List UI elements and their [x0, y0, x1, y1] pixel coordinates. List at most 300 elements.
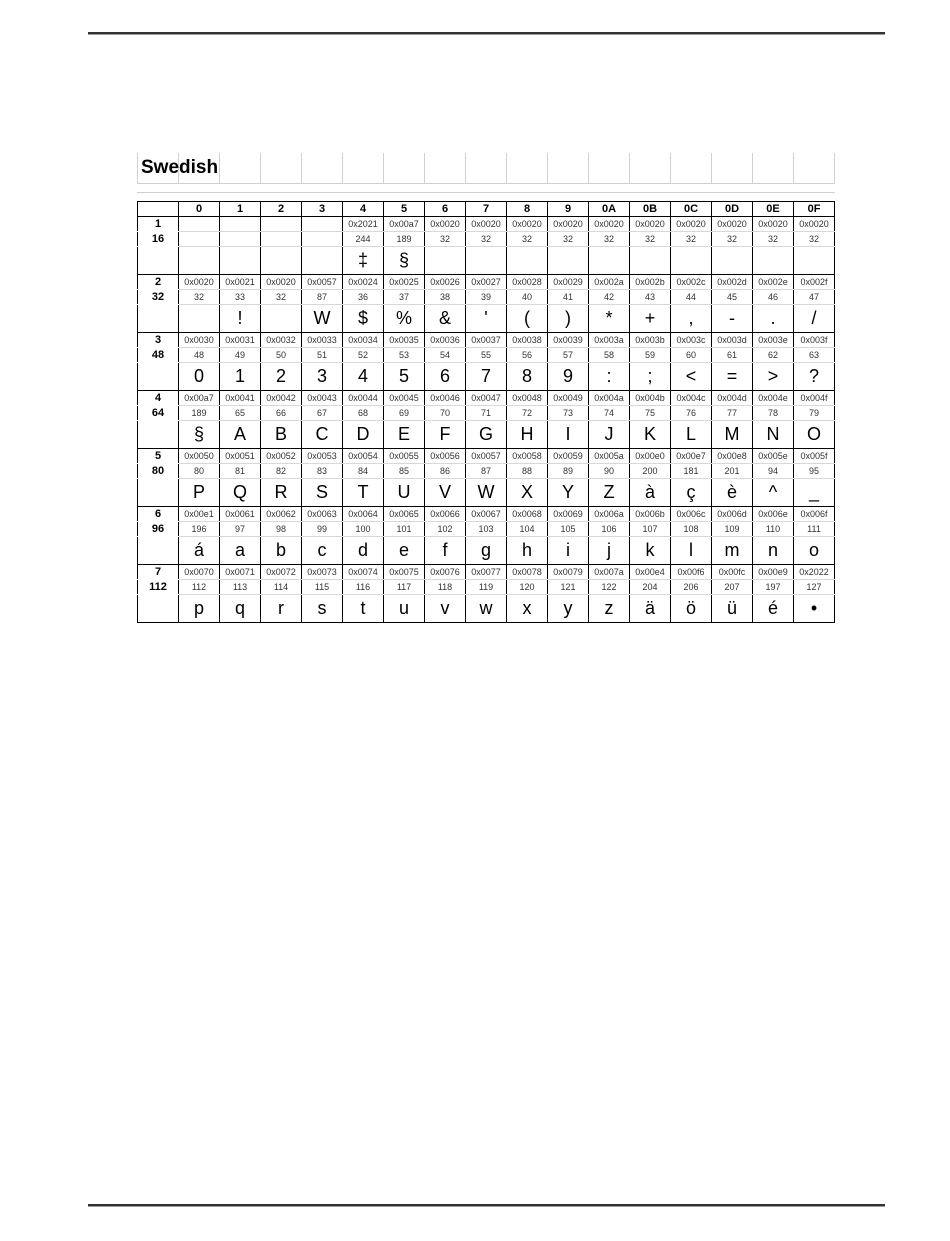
glyph-cell: ö: [671, 595, 712, 623]
hex-code-cell: 0x0079: [548, 565, 589, 580]
decimal-code-cell: 65: [220, 406, 261, 421]
hex-code-cell: 0x0048: [507, 391, 548, 406]
hex-code-cell: 0x0021: [220, 275, 261, 290]
hex-code-cell: 0x0020: [466, 217, 507, 232]
row-spacer: [138, 305, 179, 333]
hex-code-cell: 0x002e: [753, 275, 794, 290]
hex-code-cell: 0x004b: [630, 391, 671, 406]
glyph-cell: Y: [548, 479, 589, 507]
hex-code-cell: 0x0028: [507, 275, 548, 290]
hex-code-cell: 0x00e9: [753, 565, 794, 580]
hex-code-cell: 0x0030: [179, 333, 220, 348]
glyph-cell: i: [548, 537, 589, 565]
row-spacer: [138, 247, 179, 275]
glyph-cell: [179, 247, 220, 275]
hex-code-cell: 0x00e1: [179, 507, 220, 522]
decimal-code-cell: 32: [753, 232, 794, 247]
hex-code-cell: 0x0026: [425, 275, 466, 290]
glyph-cell: k: [630, 537, 671, 565]
hex-code-cell: 0x003a: [589, 333, 630, 348]
glyph-cell: [466, 247, 507, 275]
decimal-code-cell: 32: [179, 290, 220, 305]
hex-code-cell: 0x0039: [548, 333, 589, 348]
glyph-cell: O: [794, 421, 835, 449]
hex-code-cell: 0x0076: [425, 565, 466, 580]
hex-code-cell: 0x0059: [548, 449, 589, 464]
decimal-code-cell: 41: [548, 290, 589, 305]
glyph-cell: r: [261, 595, 302, 623]
decimal-code-row: [138, 464, 835, 479]
row-offset: 32: [138, 290, 179, 305]
glyph-cell: [548, 247, 589, 275]
hex-code-cell: 0x0058: [507, 449, 548, 464]
column-header: 4: [343, 202, 384, 217]
decimal-code-cell: 42: [589, 290, 630, 305]
decimal-code-cell: 106: [589, 522, 630, 537]
decimal-code-cell: 78: [753, 406, 794, 421]
hex-code-row: [138, 391, 835, 406]
hex-code-cell: 0x0055: [384, 449, 425, 464]
glyph-cell: C: [302, 421, 343, 449]
decimal-code-cell: [179, 232, 220, 247]
glyph-cell: W: [302, 305, 343, 333]
row-label: 3: [138, 333, 179, 348]
decimal-code-cell: 119: [466, 580, 507, 595]
glyph-cell: s: [302, 595, 343, 623]
glyph-cell: E: [384, 421, 425, 449]
column-header: 6: [425, 202, 466, 217]
hex-code-cell: 0x0027: [466, 275, 507, 290]
glyph-cell: B: [261, 421, 302, 449]
decimal-code-cell: 85: [384, 464, 425, 479]
hex-code-cell: 0x0020: [261, 275, 302, 290]
glyph-cell: ä: [630, 595, 671, 623]
decimal-code-cell: 37: [384, 290, 425, 305]
character-table: [137, 201, 835, 623]
blank-row: [137, 183, 835, 192]
decimal-code-cell: 90: [589, 464, 630, 479]
glyph-cell: 1: [220, 363, 261, 391]
glyph-row: [138, 363, 835, 391]
row-spacer: [138, 363, 179, 391]
column-header: 9: [548, 202, 589, 217]
glyph-cell: x: [507, 595, 548, 623]
glyph-cell: &: [425, 305, 466, 333]
glyph-cell: ,: [671, 305, 712, 333]
hex-code-cell: 0x00e8: [712, 449, 753, 464]
glyph-cell: [671, 247, 712, 275]
hex-code-cell: 0x2022: [794, 565, 835, 580]
glyph-cell: I: [548, 421, 589, 449]
decimal-code-cell: 32: [507, 232, 548, 247]
decimal-code-cell: 71: [466, 406, 507, 421]
decimal-code-cell: 73: [548, 406, 589, 421]
hex-code-cell: 0x0049: [548, 391, 589, 406]
decimal-code-cell: 68: [343, 406, 384, 421]
decimal-code-cell: 86: [425, 464, 466, 479]
decimal-code-cell: 109: [712, 522, 753, 537]
decimal-code-cell: 88: [507, 464, 548, 479]
hex-code-cell: 0x005a: [589, 449, 630, 464]
glyph-row: [138, 595, 835, 623]
column-header: 0: [179, 202, 220, 217]
decimal-code-cell: 63: [794, 348, 835, 363]
decimal-code-cell: 189: [384, 232, 425, 247]
glyph-cell: _: [794, 479, 835, 507]
hex-code-cell: 0x004e: [753, 391, 794, 406]
hex-code-cell: 0x003d: [712, 333, 753, 348]
hex-code-cell: 0x00e0: [630, 449, 671, 464]
glyph-cell: ': [466, 305, 507, 333]
hex-code-cell: 0x0052: [261, 449, 302, 464]
hex-code-cell: [179, 217, 220, 232]
decimal-code-cell: 40: [507, 290, 548, 305]
glyph-cell: ;: [630, 363, 671, 391]
hex-code-cell: 0x0020: [179, 275, 220, 290]
column-header-row: [138, 202, 835, 217]
decimal-code-cell: 196: [179, 522, 220, 537]
glyph-cell: u: [384, 595, 425, 623]
hex-code-cell: 0x0044: [343, 391, 384, 406]
decimal-code-cell: 107: [630, 522, 671, 537]
hex-code-cell: 0x00a7: [384, 217, 425, 232]
decimal-code-cell: 32: [671, 232, 712, 247]
glyph-cell: (: [507, 305, 548, 333]
hex-code-cell: 0x002a: [589, 275, 630, 290]
glyph-cell: ü: [712, 595, 753, 623]
glyph-cell: G: [466, 421, 507, 449]
glyph-cell: 5: [384, 363, 425, 391]
glyph-cell: §: [179, 421, 220, 449]
glyph-cell: [753, 247, 794, 275]
decimal-code-cell: 98: [261, 522, 302, 537]
decimal-code-cell: 127: [794, 580, 835, 595]
glyph-cell: J: [589, 421, 630, 449]
decimal-code-cell: 62: [753, 348, 794, 363]
decimal-code-cell: 32: [794, 232, 835, 247]
column-header: 0D: [712, 202, 753, 217]
glyph-cell: X: [507, 479, 548, 507]
hex-code-row: [138, 275, 835, 290]
glyph-cell: [425, 247, 466, 275]
row-spacer: [138, 479, 179, 507]
hex-code-cell: 0x0075: [384, 565, 425, 580]
hex-code-cell: 0x0025: [384, 275, 425, 290]
hex-code-cell: 0x0063: [302, 507, 343, 522]
hex-code-cell: 0x0066: [425, 507, 466, 522]
decimal-code-cell: 87: [302, 290, 343, 305]
hex-code-cell: 0x0038: [507, 333, 548, 348]
decimal-code-cell: 101: [384, 522, 425, 537]
decimal-code-cell: 108: [671, 522, 712, 537]
decimal-code-cell: 61: [712, 348, 753, 363]
hex-code-cell: 0x0036: [425, 333, 466, 348]
hex-code-cell: 0x0065: [384, 507, 425, 522]
hex-code-cell: 0x0029: [548, 275, 589, 290]
hex-code-cell: 0x0069: [548, 507, 589, 522]
decimal-code-cell: 49: [220, 348, 261, 363]
hex-code-cell: 0x0062: [261, 507, 302, 522]
decimal-code-cell: 114: [261, 580, 302, 595]
hex-code-cell: 0x0074: [343, 565, 384, 580]
hex-code-row: [138, 217, 835, 232]
decimal-code-cell: 32: [261, 290, 302, 305]
decimal-code-cell: 39: [466, 290, 507, 305]
glyph-row: [138, 421, 835, 449]
column-header: 5: [384, 202, 425, 217]
glyph-cell: .: [753, 305, 794, 333]
decimal-code-cell: 87: [466, 464, 507, 479]
glyph-cell: Q: [220, 479, 261, 507]
glyph-cell: m: [712, 537, 753, 565]
hex-code-cell: 0x003b: [630, 333, 671, 348]
decimal-code-cell: 32: [548, 232, 589, 247]
hex-code-cell: 0x004a: [589, 391, 630, 406]
hex-code-cell: 0x0041: [220, 391, 261, 406]
blank-row: [137, 192, 835, 201]
decimal-code-cell: 99: [302, 522, 343, 537]
glyph-cell: F: [425, 421, 466, 449]
hex-code-cell: 0x0034: [343, 333, 384, 348]
hex-code-cell: 0x005f: [794, 449, 835, 464]
footer-rule: [88, 1204, 885, 1207]
glyph-cell: 6: [425, 363, 466, 391]
decimal-code-cell: 117: [384, 580, 425, 595]
decimal-code-cell: 54: [425, 348, 466, 363]
hex-code-cell: 0x00a7: [179, 391, 220, 406]
decimal-code-cell: 58: [589, 348, 630, 363]
glyph-cell: M: [712, 421, 753, 449]
decimal-code-cell: 97: [220, 522, 261, 537]
hex-code-cell: 0x00e4: [630, 565, 671, 580]
hex-code-cell: 0x004f: [794, 391, 835, 406]
glyph-cell: 7: [466, 363, 507, 391]
glyph-cell: a: [220, 537, 261, 565]
hex-code-cell: 0x0043: [302, 391, 343, 406]
hex-code-cell: 0x006b: [630, 507, 671, 522]
decimal-code-cell: 82: [261, 464, 302, 479]
decimal-code-row: [138, 522, 835, 537]
glyph-cell: [261, 247, 302, 275]
hex-code-cell: 0x0061: [220, 507, 261, 522]
hex-code-cell: 0x004c: [671, 391, 712, 406]
decimal-code-cell: 111: [794, 522, 835, 537]
glyph-row: [138, 479, 835, 507]
decimal-code-cell: 46: [753, 290, 794, 305]
glyph-cell: S: [302, 479, 343, 507]
glyph-cell: %: [384, 305, 425, 333]
hex-code-cell: 0x002c: [671, 275, 712, 290]
decimal-code-cell: 105: [548, 522, 589, 537]
corner-cell: [138, 202, 179, 217]
decimal-code-cell: 102: [425, 522, 466, 537]
hex-code-cell: 0x0020: [630, 217, 671, 232]
glyph-cell: t: [343, 595, 384, 623]
decimal-code-cell: 77: [712, 406, 753, 421]
hex-code-cell: 0x00f6: [671, 565, 712, 580]
glyph-cell: *: [589, 305, 630, 333]
decimal-code-cell: 50: [261, 348, 302, 363]
decimal-code-cell: 121: [548, 580, 589, 595]
glyph-cell: 3: [302, 363, 343, 391]
decimal-code-cell: 104: [507, 522, 548, 537]
decimal-code-cell: 32: [425, 232, 466, 247]
decimal-code-cell: 32: [630, 232, 671, 247]
hex-code-cell: 0x005e: [753, 449, 794, 464]
glyph-cell: =: [712, 363, 753, 391]
decimal-code-row: [138, 232, 835, 247]
header-rule: [88, 32, 885, 35]
column-header: 0C: [671, 202, 712, 217]
glyph-cell: [589, 247, 630, 275]
glyph-cell: j: [589, 537, 630, 565]
glyph-cell: >: [753, 363, 794, 391]
glyph-cell: 4: [343, 363, 384, 391]
decimal-code-cell: 38: [425, 290, 466, 305]
decimal-code-cell: [261, 232, 302, 247]
decimal-code-cell: 53: [384, 348, 425, 363]
glyph-cell: 2: [261, 363, 302, 391]
glyph-cell: f: [425, 537, 466, 565]
column-header: 8: [507, 202, 548, 217]
hex-code-cell: 0x0037: [466, 333, 507, 348]
glyph-cell: +: [630, 305, 671, 333]
glyph-cell: H: [507, 421, 548, 449]
decimal-code-cell: 103: [466, 522, 507, 537]
decimal-code-cell: 204: [630, 580, 671, 595]
decimal-code-cell: 69: [384, 406, 425, 421]
decimal-code-cell: 55: [466, 348, 507, 363]
glyph-row: [138, 305, 835, 333]
hex-code-cell: 0x0020: [507, 217, 548, 232]
glyph-cell: è: [712, 479, 753, 507]
glyph-cell: 8: [507, 363, 548, 391]
decimal-code-cell: 70: [425, 406, 466, 421]
hex-code-cell: 0x006d: [712, 507, 753, 522]
row-label: 5: [138, 449, 179, 464]
glyph-cell: L: [671, 421, 712, 449]
glyph-cell: [302, 247, 343, 275]
decimal-code-cell: 100: [343, 522, 384, 537]
column-header: 7: [466, 202, 507, 217]
column-header: 0E: [753, 202, 794, 217]
hex-code-cell: 0x006e: [753, 507, 794, 522]
glyph-cell: R: [261, 479, 302, 507]
decimal-code-cell: 32: [466, 232, 507, 247]
glyph-cell: [794, 247, 835, 275]
glyph-cell: b: [261, 537, 302, 565]
hex-code-cell: 0x0032: [261, 333, 302, 348]
row-offset: 16: [138, 232, 179, 247]
column-header: 1: [220, 202, 261, 217]
glyph-cell: Z: [589, 479, 630, 507]
decimal-code-cell: 110: [753, 522, 794, 537]
hex-code-cell: [261, 217, 302, 232]
glyph-cell: á: [179, 537, 220, 565]
glyph-cell: A: [220, 421, 261, 449]
hex-code-row: [138, 565, 835, 580]
hex-code-row: [138, 333, 835, 348]
hex-code-cell: 0x0072: [261, 565, 302, 580]
decimal-code-row: [138, 290, 835, 305]
glyph-cell: V: [425, 479, 466, 507]
glyph-cell: •: [794, 595, 835, 623]
hex-code-cell: 0x007a: [589, 565, 630, 580]
decimal-code-cell: 81: [220, 464, 261, 479]
glyph-cell: !: [220, 305, 261, 333]
glyph-cell: ): [548, 305, 589, 333]
glyph-row: [138, 247, 835, 275]
row-label: 4: [138, 391, 179, 406]
glyph-cell: ç: [671, 479, 712, 507]
hex-code-cell: 0x0042: [261, 391, 302, 406]
row-offset: 48: [138, 348, 179, 363]
glyph-cell: z: [589, 595, 630, 623]
hex-code-cell: 0x00fc: [712, 565, 753, 580]
decimal-code-cell: 94: [753, 464, 794, 479]
column-header: 0F: [794, 202, 835, 217]
decimal-code-cell: 83: [302, 464, 343, 479]
decimal-code-row: [138, 580, 835, 595]
glyph-cell: [507, 247, 548, 275]
glyph-cell: c: [302, 537, 343, 565]
hex-code-cell: 0x0077: [466, 565, 507, 580]
hex-code-cell: 0x0053: [302, 449, 343, 464]
glyph-cell: :: [589, 363, 630, 391]
decimal-code-cell: 201: [712, 464, 753, 479]
glyph-cell: ?: [794, 363, 835, 391]
glyph-cell: ‡: [343, 247, 384, 275]
glyph-cell: N: [753, 421, 794, 449]
column-header: 0B: [630, 202, 671, 217]
row-label: 6: [138, 507, 179, 522]
hex-code-cell: 0x0050: [179, 449, 220, 464]
glyph-cell: l: [671, 537, 712, 565]
decimal-code-cell: 32: [712, 232, 753, 247]
glyph-cell: q: [220, 595, 261, 623]
hex-code-cell: 0x006a: [589, 507, 630, 522]
decimal-code-cell: 76: [671, 406, 712, 421]
column-header: 3: [302, 202, 343, 217]
hex-code-cell: 0x002b: [630, 275, 671, 290]
row-offset: 112: [138, 580, 179, 595]
decimal-code-cell: 244: [343, 232, 384, 247]
hex-code-cell: 0x00e7: [671, 449, 712, 464]
decimal-code-cell: 118: [425, 580, 466, 595]
decimal-code-cell: 51: [302, 348, 343, 363]
decimal-code-cell: 113: [220, 580, 261, 595]
glyph-cell: p: [179, 595, 220, 623]
row-label: 2: [138, 275, 179, 290]
hex-code-cell: 0x006f: [794, 507, 835, 522]
decimal-code-cell: 33: [220, 290, 261, 305]
decimal-code-row: [138, 348, 835, 363]
glyph-cell: 9: [548, 363, 589, 391]
glyph-cell: [179, 305, 220, 333]
hex-code-cell: 0x0056: [425, 449, 466, 464]
hex-code-cell: 0x003e: [753, 333, 794, 348]
glyph-cell: g: [466, 537, 507, 565]
hex-code-cell: [220, 217, 261, 232]
glyph-cell: o: [794, 537, 835, 565]
glyph-cell: K: [630, 421, 671, 449]
hex-code-cell: 0x0046: [425, 391, 466, 406]
decimal-code-cell: 115: [302, 580, 343, 595]
glyph-cell: 0: [179, 363, 220, 391]
hex-code-cell: 0x0057: [302, 275, 343, 290]
glyph-cell: T: [343, 479, 384, 507]
decimal-code-cell: 48: [179, 348, 220, 363]
